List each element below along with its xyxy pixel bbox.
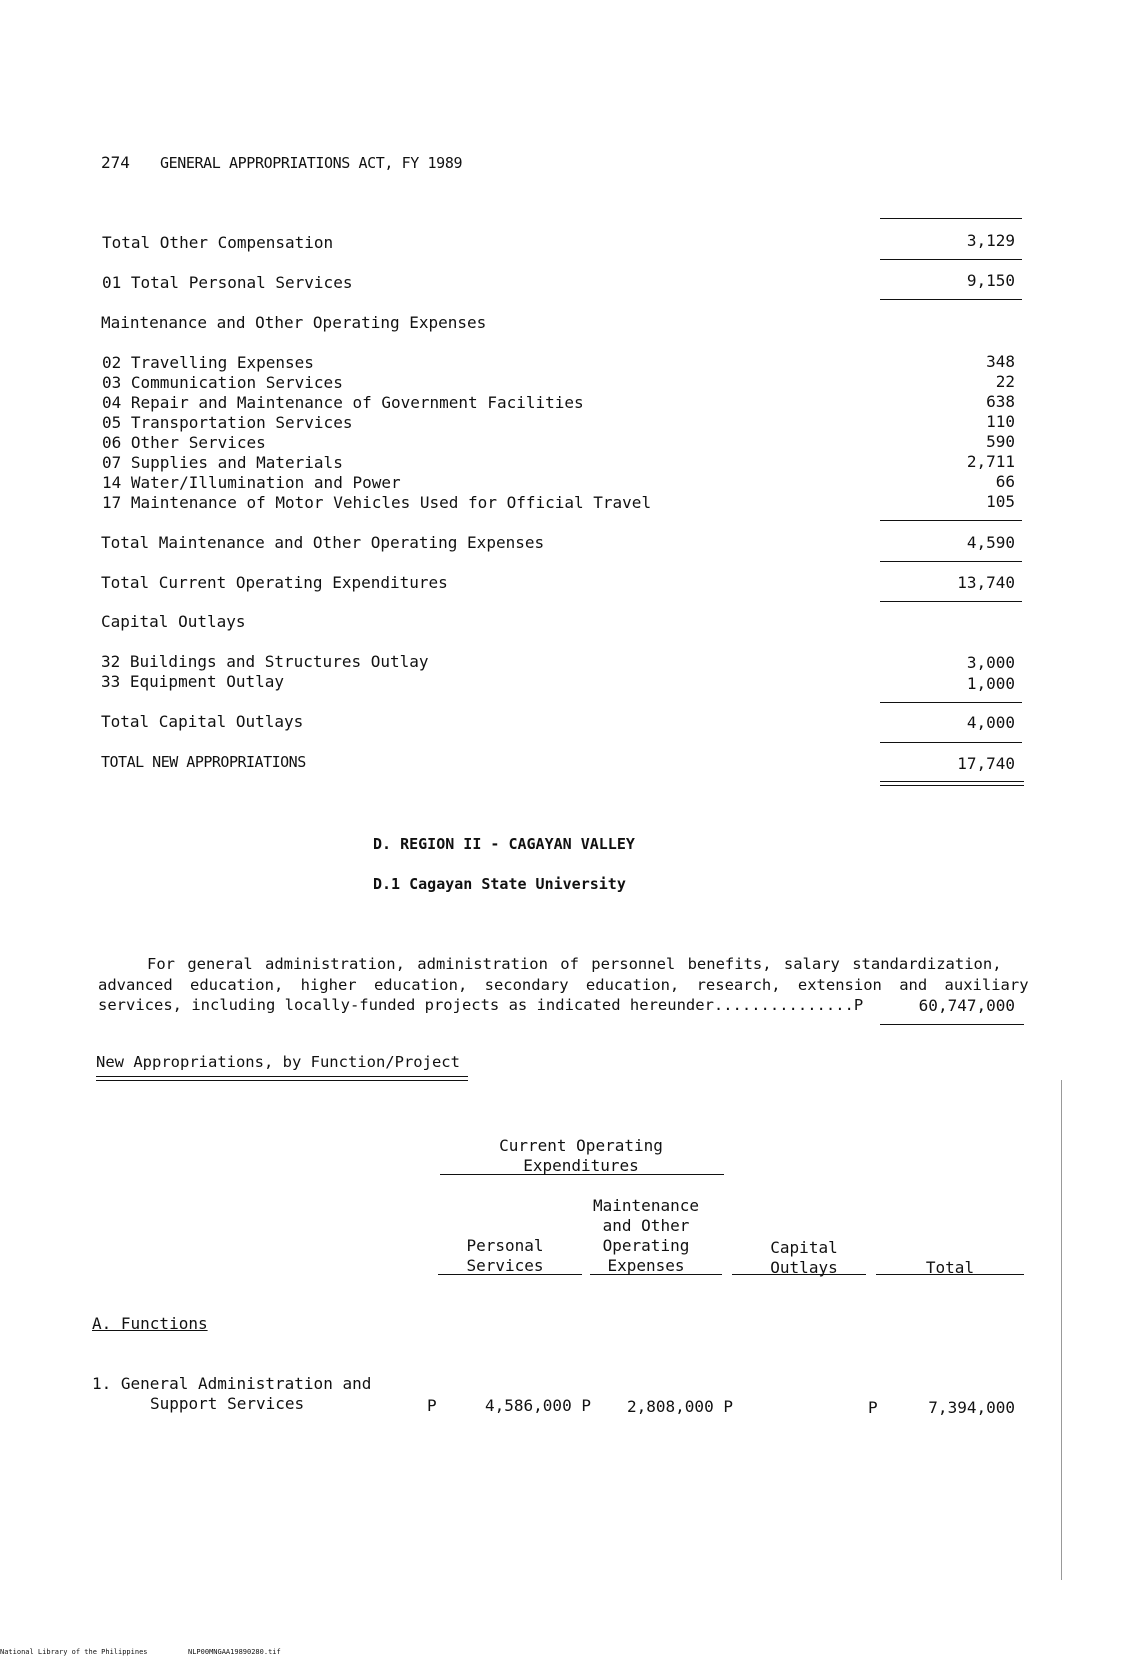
row-label-personal-services: 01 Total Personal Services — [102, 273, 353, 292]
mooe-item-value: 105 — [986, 492, 1015, 511]
row-value-personal-services: 9,150 — [966, 271, 1015, 290]
mooe-item-value: 22 — [995, 372, 1015, 391]
col-header-total: Total — [925, 1258, 975, 1277]
mooe-item-value: 590 — [986, 432, 1015, 451]
mooe-item-value: 348 — [986, 352, 1015, 371]
mooe-item-label: 17 Maintenance of Motor Vehicles Used for Official Travel — [102, 493, 652, 512]
col-header-mooe: Maintenance and Other Operating Expenses — [593, 1196, 699, 1275]
row-value-other-compensation: 3,129 — [966, 231, 1015, 250]
capital-item-label: 32 Buildings and Structures Outlay — [101, 652, 429, 671]
region-heading: D. REGION II - CAGAYAN VALLEY — [373, 835, 635, 853]
capital-item-label: 33 Equipment Outlay — [101, 672, 285, 691]
peso-sign: P — [427, 1396, 437, 1415]
rule — [880, 742, 1022, 743]
function-row-label: 1. General Administration and — [92, 1374, 372, 1393]
row-label-mooe-total: Total Maintenance and Other Operating Expenses — [101, 533, 545, 552]
row-label-capital-total: Total Capital Outlays — [101, 712, 304, 731]
rule — [880, 1024, 1024, 1025]
peso-sign: P — [868, 1398, 878, 1417]
mooe-item-label: 14 Water/Illumination and Power — [102, 473, 401, 492]
paragraph-amount: 60,747,000 — [918, 996, 1015, 1015]
rule — [880, 702, 1022, 703]
page-title: GENERAL APPROPRIATIONS ACT, FY 1989 — [160, 154, 463, 172]
mooe-item-label: 02 Travelling Expenses — [102, 353, 314, 372]
row-value-mooe-total: 4,590 — [966, 533, 1015, 552]
col-group-current-operating: Current Operating Expenditures — [499, 1136, 663, 1175]
function-row-personal: 4,586,000 P — [485, 1396, 591, 1415]
paragraph-line: services, including locally-funded projects as indicated hereunder...............P — [98, 996, 864, 1014]
rule — [732, 1274, 866, 1275]
row-value-current-total: 13,740 — [957, 573, 1015, 592]
scan-edge-line — [1061, 1080, 1062, 1580]
col-header-personal: Personal Services — [466, 1236, 544, 1275]
col-header-capital: Capital Outlays — [770, 1238, 838, 1277]
mooe-item-value: 66 — [995, 472, 1015, 491]
mooe-heading: Maintenance and Other Operating Expenses — [101, 313, 487, 332]
rule — [880, 601, 1022, 602]
functions-heading: A. Functions — [92, 1314, 208, 1333]
rule — [876, 1274, 1024, 1275]
mooe-item-label: 03 Communication Services — [102, 373, 343, 392]
paragraph-line: advanced education, higher education, secondary education, research, extension and auxiliary — [98, 976, 1029, 994]
capital-item-value: 1,000 — [966, 674, 1015, 693]
row-label-new-total: TOTAL NEW APPROPRIATIONS — [101, 753, 306, 771]
footer-library: National Library of the Philippines — [0, 1648, 148, 1656]
double-rule — [96, 1076, 468, 1081]
mooe-item-label: 05 Transportation Services — [102, 413, 353, 432]
mooe-item-label: 07 Supplies and Materials — [102, 453, 343, 472]
new-appropriations-heading: New Appropriations, by Function/Project — [96, 1053, 460, 1071]
row-value-new-total: 17,740 — [957, 754, 1015, 773]
rule — [438, 1274, 582, 1275]
capital-heading: Capital Outlays — [101, 612, 246, 631]
agency-heading: D.1 Cagayan State University — [373, 875, 626, 893]
rule — [880, 520, 1022, 521]
mooe-item-label: 06 Other Services — [102, 433, 266, 452]
rule — [880, 259, 1022, 260]
mooe-item-label: 04 Repair and Maintenance of Government Facilities — [102, 393, 584, 412]
capital-item-value: 3,000 — [966, 653, 1015, 672]
function-row-mooe: 2,808,000 P — [627, 1397, 733, 1416]
page-number: 274 — [101, 153, 130, 172]
rule — [880, 218, 1022, 219]
paragraph-line: For general administration, administration of personnel benefits, salary standardization, — [147, 955, 1002, 973]
mooe-item-value: 2,711 — [966, 452, 1015, 471]
function-row-total: 7,394,000 — [928, 1398, 1015, 1417]
function-row-label: Support Services — [150, 1394, 305, 1413]
mooe-item-value: 110 — [986, 412, 1015, 431]
rule — [590, 1274, 722, 1275]
rule — [440, 1174, 724, 1175]
row-label-current-total: Total Current Operating Expenditures — [101, 573, 448, 592]
row-label-other-compensation: Total Other Compensation — [102, 233, 334, 252]
row-value-capital-total: 4,000 — [966, 713, 1015, 732]
footer-file: NLP00MNGAA19890280.tif — [188, 1648, 281, 1656]
mooe-item-value: 638 — [986, 392, 1015, 411]
double-rule — [880, 781, 1024, 786]
rule — [880, 299, 1022, 300]
rule — [880, 561, 1022, 562]
